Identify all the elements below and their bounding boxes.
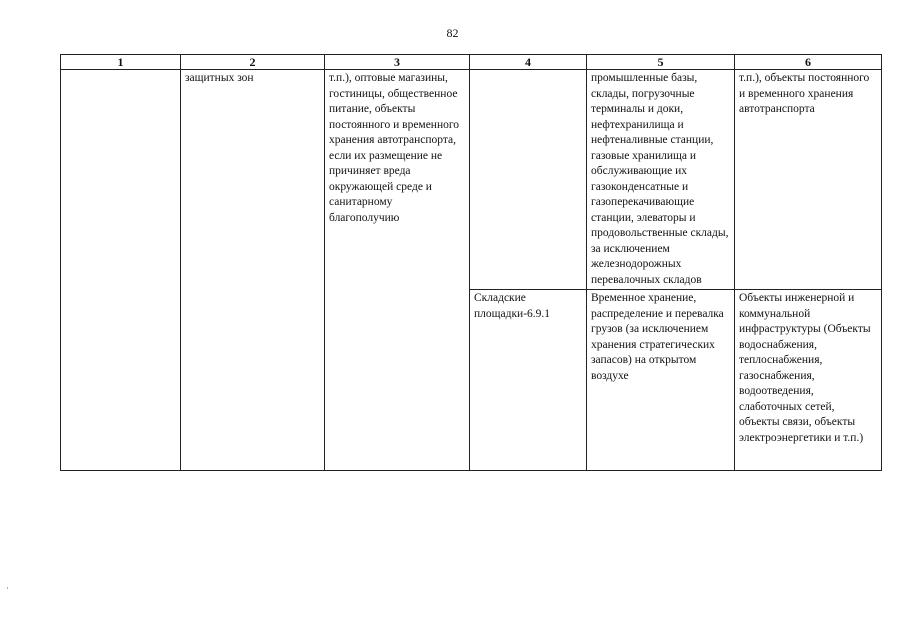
cell-use-kind: Складские площадки-6.9.1	[470, 290, 587, 471]
cell-auxiliary-uses: Объекты инженерной и коммунальной инфраструктуры (Объекты водоснабжения, теплоснабжения, газоснабжения, водоотведения, слаботочных сетей, объекты связи, объекты электроэнергетики и т.п.)	[735, 290, 882, 471]
zoning-table	[60, 54, 882, 471]
column-header-6: 6	[735, 55, 882, 70]
cell-use-description: промышленные базы, склады, погрузочные терминалы и доки, нефтехранилища и нефтеналивные станции, газовые хранилища и обслуживающие их газоконденсатные и газоперекачивающие станции, элеваторы и продовольственные склады, за исключением железнодорожных перевалочных складов	[587, 70, 735, 290]
cell-zone-description: защитных зон	[181, 70, 325, 471]
table-row	[61, 70, 882, 290]
cell-use-kind	[470, 70, 587, 290]
scan-mark: ·	[6, 583, 9, 593]
column-header-2: 2	[181, 55, 325, 70]
cell-zone-code	[61, 70, 181, 471]
cell-auxiliary-uses: т.п.), объекты постоянного и временного хранения автотранспорта	[735, 70, 882, 290]
header-row	[61, 55, 882, 70]
column-header-3: 3	[325, 55, 470, 70]
cell-use-description: Временное хранение, распределение и перевалка грузов (за исключением хранения стратегических запасов) на открытом воздухе	[587, 290, 735, 471]
cell-main-uses: т.п.), оптовые магазины, гостиницы, общественное питание, объекты постоянного и временного хранения автотранспорта, если их размещение не причиняет вреда окружающей среде и санитарному благополучию	[325, 70, 470, 471]
column-header-5: 5	[587, 55, 735, 70]
page-number: 82	[446, 26, 459, 40]
column-header-4: 4	[470, 55, 587, 70]
column-header-1: 1	[61, 55, 181, 70]
